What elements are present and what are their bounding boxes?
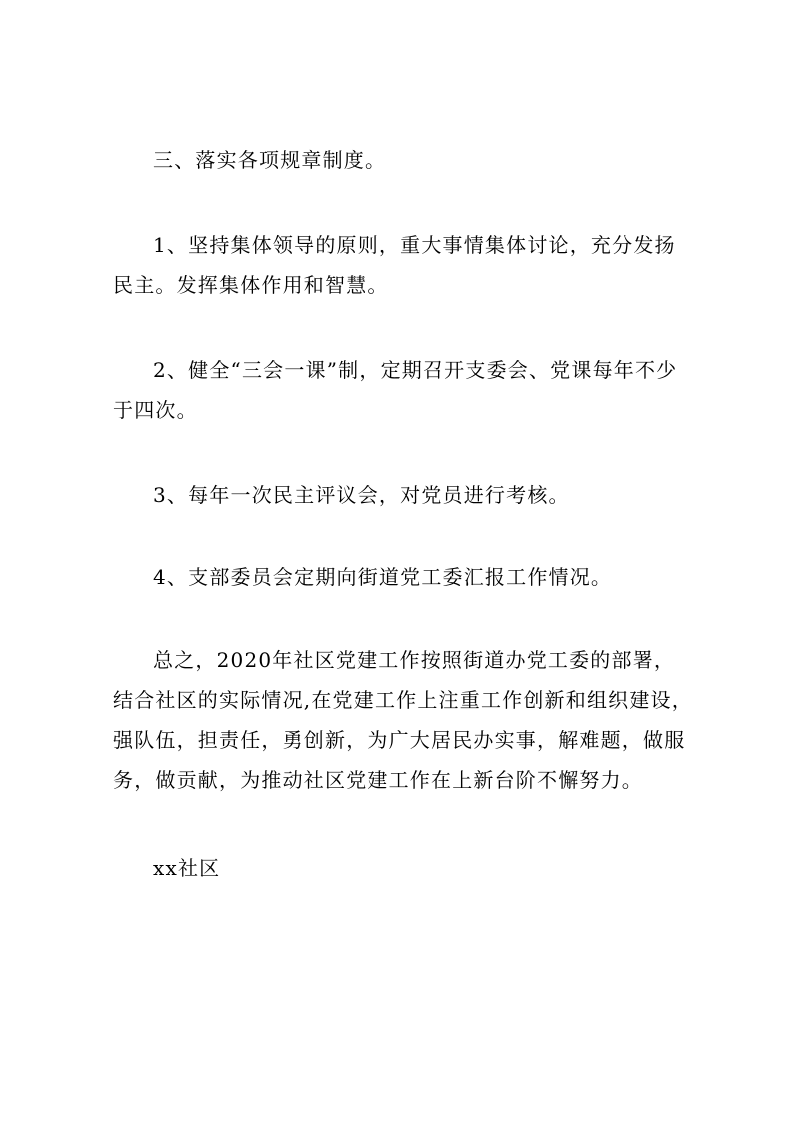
list-item-1: 1、坚持集体领导的原则，重大事情集体讨论，充分发扬民主。发挥集体作用和智慧。: [113, 233, 676, 297]
list-item-3: 3、每年一次民主评议会，对党员进行考核。: [153, 483, 570, 507]
summary-paragraph: 总之，2020年社区党建工作按照街道办党工委的部署，结合社区的实际情况,在党建工作上注重工作创新和组织建设，强队伍，担责任，勇创新，为广大居民办实事，解难题，做服务，做贡献，为推动社区党建工作在上新台阶不懈努力。: [113, 648, 693, 792]
list-item-2: 2、健全“三会一课”制，定期召开支委会、党课每年不少于四次。: [113, 358, 678, 422]
list-item-4: 4、支部委员会定期向街道党工委汇报工作情况。: [153, 565, 613, 589]
section-heading: 三、落实各项规章制度。: [153, 148, 387, 172]
signature: xx社区: [153, 856, 221, 880]
